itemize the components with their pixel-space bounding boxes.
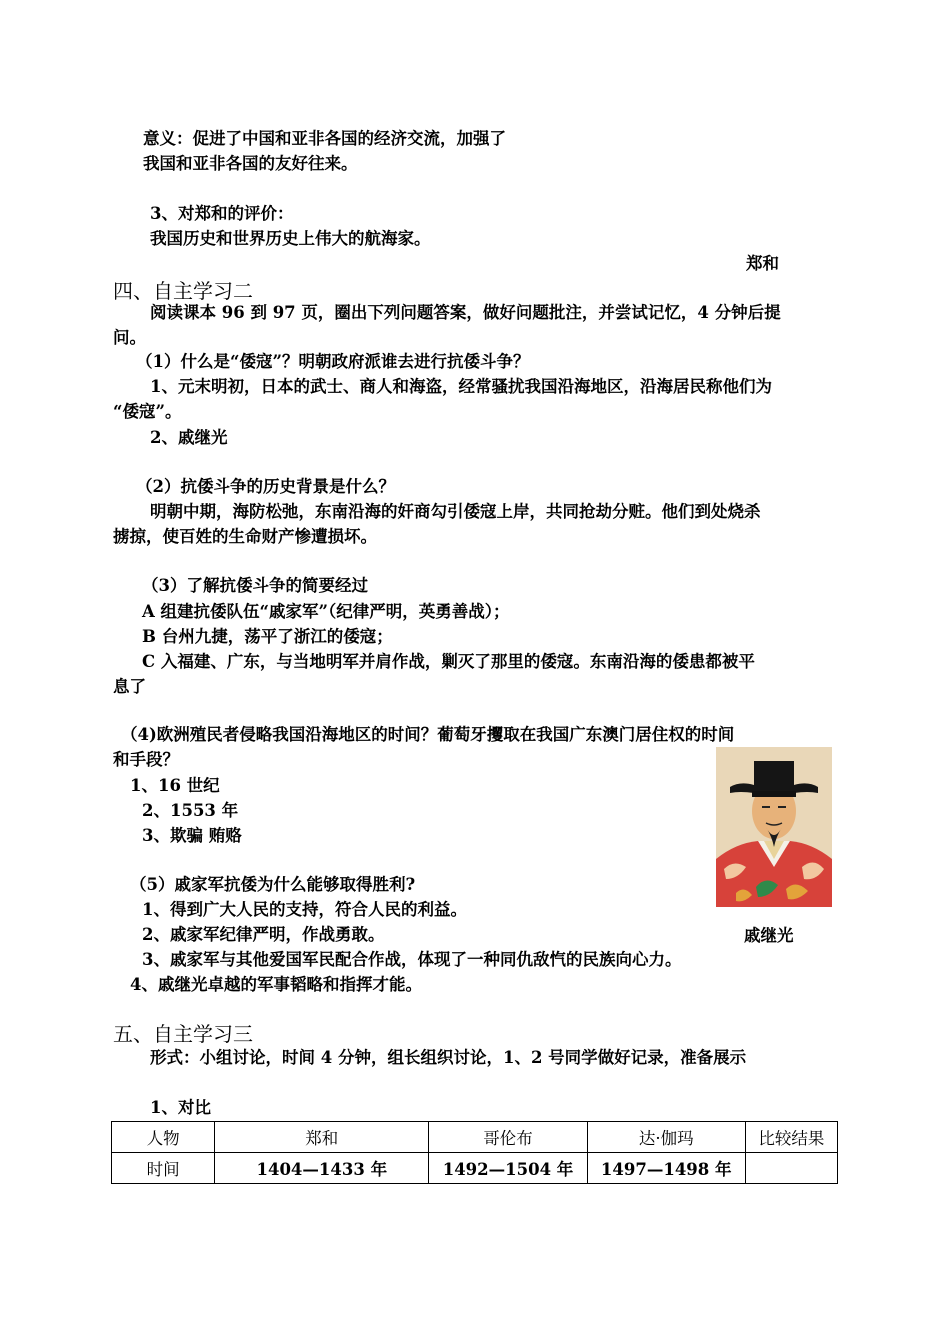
q5-answer-2: 2、戚家军纪律严明，作战勇敢。	[142, 925, 385, 944]
q4-answer-3: 3、欺骗 贿赂	[142, 826, 242, 845]
cell-result	[745, 1153, 837, 1184]
section-4-title: 四、自主学习二	[113, 279, 253, 303]
comparison-table	[111, 1121, 838, 1184]
section-4-intro-line-2: 问。	[113, 328, 146, 347]
qi-jiguang-portrait	[716, 747, 832, 907]
header-cell-columbus: 哥伦布	[429, 1122, 587, 1153]
significance-line-2: 我国和亚非各国的友好往来。	[143, 154, 358, 173]
q4-answer-1: 1、16 世纪	[130, 776, 220, 795]
cell-columbus-time: 1492—1504 年	[429, 1153, 587, 1184]
q1-answer-1-line-1: 1、元末明初，日本的武士、商人和海盗，经常骚扰我国沿海地区，沿海居民称他们为	[150, 377, 772, 396]
q3-answer-a: A 组建抗倭队伍“戚家军”（纪律严明，英勇善战）；	[142, 602, 510, 621]
row-label-time: 时间	[112, 1153, 215, 1184]
question-2: （2）抗倭斗争的历史背景是什么？	[136, 477, 395, 496]
cell-zhenghe-time: 1404—1433 年	[215, 1153, 429, 1184]
question-3: （3）了解抗倭斗争的简要经过	[142, 576, 368, 595]
section-4-intro-line-1: 阅读课本 96 到 97 页，圈出下列问题答案，做好问题批注，并尝试记忆，4 分钟后提	[150, 303, 781, 322]
table-header-row	[112, 1122, 838, 1153]
q3-answer-b: B 台州九捷，荡平了浙江的倭寇；	[142, 627, 393, 646]
header-cell-result: 比较结果	[745, 1122, 837, 1153]
table-row	[112, 1153, 838, 1184]
section-5-title: 五、自主学习三	[113, 1022, 253, 1046]
compare-label: 1、对比	[150, 1098, 211, 1117]
qi-jiguang-caption: 戚继光	[744, 926, 794, 945]
significance-line-1: 意义：促进了中国和亚非各国的经济交流，加强了	[143, 129, 506, 148]
question-1: （1）什么是“倭寇”？明朝政府派谁去进行抗倭斗争？	[136, 352, 530, 371]
q5-answer-3: 3、戚家军与其他爱国军民配合作战，体现了一种同仇敌忾的民族向心力。	[142, 950, 682, 969]
q5-answer-4: 4、戚继光卓越的军事韬略和指挥才能。	[130, 975, 422, 994]
q2-answer-line-2: 掳掠，使百姓的生命财产惨遭损坏。	[113, 527, 377, 546]
q5-answer-1: 1、得到广大人民的支持，符合人民的利益。	[142, 900, 467, 919]
header-cell-da-gama: 达·伽玛	[587, 1122, 745, 1153]
q2-answer-line-1: 明朝中期，海防松弛，东南沿海的奸商勾引倭寇上岸，共同抢劫分赃。他们到处烧杀	[150, 502, 761, 521]
header-cell-person: 人物	[112, 1122, 215, 1153]
zhenghe-caption: 郑和	[746, 254, 779, 273]
section-5-form: 形式：小组讨论，时间 4 分钟，组长组织讨论，1、2 号同学做好记录，准备展示	[150, 1048, 747, 1067]
question-4-line-1: （4)欧洲殖民者侵略我国沿海地区的时间？葡萄牙攫取在我国广东澳门居住权的时间	[121, 725, 735, 744]
q4-answer-2: 2、1553 年	[142, 801, 239, 820]
q1-answer-2: 2、戚继光	[150, 428, 228, 447]
header-cell-zhenghe: 郑和	[215, 1122, 429, 1153]
q1-answer-1-line-2: “倭寇”。	[113, 402, 182, 421]
evaluation-text: 我国历史和世界历史上伟大的航海家。	[150, 229, 431, 248]
cell-da-gama-time: 1497—1498 年	[587, 1153, 745, 1184]
evaluation-heading: 3、对郑和的评价：	[150, 204, 294, 223]
question-4-line-2: 和手段？	[113, 750, 179, 769]
question-5: （5）戚家军抗倭为什么能够取得胜利?	[130, 875, 416, 894]
q3-answer-c-line-1: C 入福建、广东，与当地明军并肩作战，剿灭了那里的倭寇。东南沿海的倭患都被平	[142, 652, 755, 671]
q3-answer-c-line-2: 息了	[113, 677, 146, 696]
